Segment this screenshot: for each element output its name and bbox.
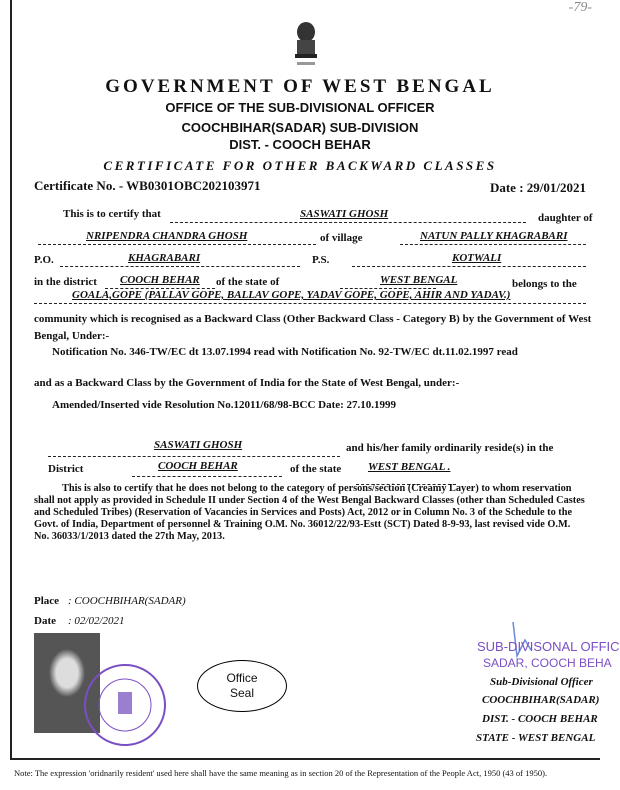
government-title: GOVERNMENT OF WEST BENGAL bbox=[105, 76, 495, 97]
label: P.S. bbox=[312, 254, 330, 266]
subdivision-title: COOCHBIHAR(SADAR) SUB-DIVISION bbox=[181, 120, 419, 135]
certificate-number: Certificate No. - WB0301OBC202103971 bbox=[34, 178, 261, 193]
officer-office: COOCHBIHAR(SADAR) bbox=[482, 694, 600, 706]
post-office: KHAGRABARI bbox=[128, 252, 201, 264]
state: WEST BENGAL bbox=[380, 274, 458, 286]
label: of the state bbox=[290, 463, 342, 475]
police-station: KOTWALI bbox=[452, 252, 502, 264]
place: : COOCHBIHAR(SADAR) bbox=[68, 595, 186, 607]
certificate-title: CERTIFICATE FOR OTHER BACKWARD CLASSES bbox=[103, 158, 497, 173]
father-name: NRIPENDRA CHANDRA GHOSH bbox=[86, 230, 248, 242]
bottom-border bbox=[10, 758, 600, 760]
footnote: Note: The expression 'oridnarily resident' used here shall have the same meaning as in section 20 of the Representation of the People Act, 1950 (43 of 1950). bbox=[14, 768, 548, 778]
paragraph-line: No. 36033/1/2013 dated the 27th May, 2013. bbox=[34, 531, 225, 542]
label: District bbox=[48, 463, 84, 475]
paragraph-line: shall not apply as provided in Schedule II under Section 4 of the West Bengal Backward Classes (other than Scheduled Castes bbox=[34, 495, 585, 506]
label: belongs to the bbox=[512, 278, 577, 290]
state-emblem-icon bbox=[291, 18, 321, 70]
seal-text: Seal bbox=[229, 686, 255, 700]
issue-date: Date : 29/01/2021 bbox=[489, 180, 586, 195]
officer-designation: Sub-Divisional Officer bbox=[490, 676, 593, 688]
seal-text: Office bbox=[226, 671, 258, 685]
place-date: : 02/02/2021 bbox=[68, 615, 125, 627]
creamy-layer-paragraph bbox=[34, 483, 590, 543]
stamp-line: SADAR, COOCH BEHA bbox=[483, 656, 612, 670]
paragraph-line: and as a Backward Class by the Government of India for the State of West Bengal, under:- bbox=[34, 377, 460, 389]
label: This is to certify that bbox=[63, 208, 161, 220]
label: and his/her family ordinarily reside(s) in the bbox=[346, 442, 554, 454]
paragraph-line: This is also to certify that he does not belong to the category of persons/section (Creamy Layer) to whom reservation bbox=[62, 483, 572, 494]
corner-mark: -79- bbox=[568, 0, 592, 15]
district: COOCH BEHAR bbox=[120, 274, 200, 286]
paragraph-line: Govt. of India, Department of personnel & Training O.M. No. 36012/22/93-Estt (SCT) Dated 8-9-93, last revised vide O.M. bbox=[34, 519, 571, 530]
amended-text: Amended/Inserted vide Resolution No.12011/68/98-BCC Date: 27.10.1999 bbox=[52, 399, 397, 411]
label: in the district bbox=[34, 276, 97, 288]
label: daughter of bbox=[538, 212, 593, 224]
office-title: OFFICE OF THE SUB-DIVISIONAL OFFICER bbox=[165, 100, 435, 115]
stamp-line: SUB-DIVISONAL OFFIC bbox=[477, 639, 620, 654]
notification-text: Notification No. 346-TW/EC dt 13.07.1994 read with Notification No. 92-TW/EC dt.11.02.1997 read bbox=[52, 346, 518, 358]
applicant-name-2: SASWATI GHOSH bbox=[154, 439, 243, 451]
label: of the state of bbox=[216, 276, 280, 288]
label: Date bbox=[34, 615, 56, 627]
district-title: DIST. - COOCH BEHAR bbox=[229, 137, 371, 152]
state-2: WEST BENGAL . bbox=[368, 461, 451, 473]
district-2: COOCH BEHAR bbox=[158, 460, 238, 472]
paragraph-line: community which is recognised as a Backward Class (Other Backward Class - Category B) by the Government of West bbox=[34, 313, 592, 325]
paragraph-line: and Scheduled Tribes) (Reservation of Vacancies in Services and Posts) Act, 2012 or in Column No. 3 of the Schedule to the bbox=[34, 507, 573, 518]
officer-state: STATE - WEST BENGAL bbox=[476, 732, 596, 744]
officer-district: DIST. - COOCH BEHAR bbox=[482, 713, 598, 725]
label: P.O. bbox=[34, 254, 54, 266]
office-seal-placeholder bbox=[197, 660, 287, 712]
paragraph-line: Bengal, Under:- bbox=[34, 330, 110, 342]
label: of village bbox=[320, 232, 363, 244]
label: Place bbox=[34, 595, 60, 607]
applicant-name: SASWATI GHOSH bbox=[300, 208, 389, 220]
community: GOALA,GOPE (PALLAV GOPE, BALLAV GOPE, YADAV GOPE, GOPE, AHIR AND YADAV.) bbox=[72, 289, 511, 301]
village: NATUN PALLY KHAGRABARI bbox=[420, 230, 568, 242]
official-stamp-icon bbox=[80, 660, 170, 750]
